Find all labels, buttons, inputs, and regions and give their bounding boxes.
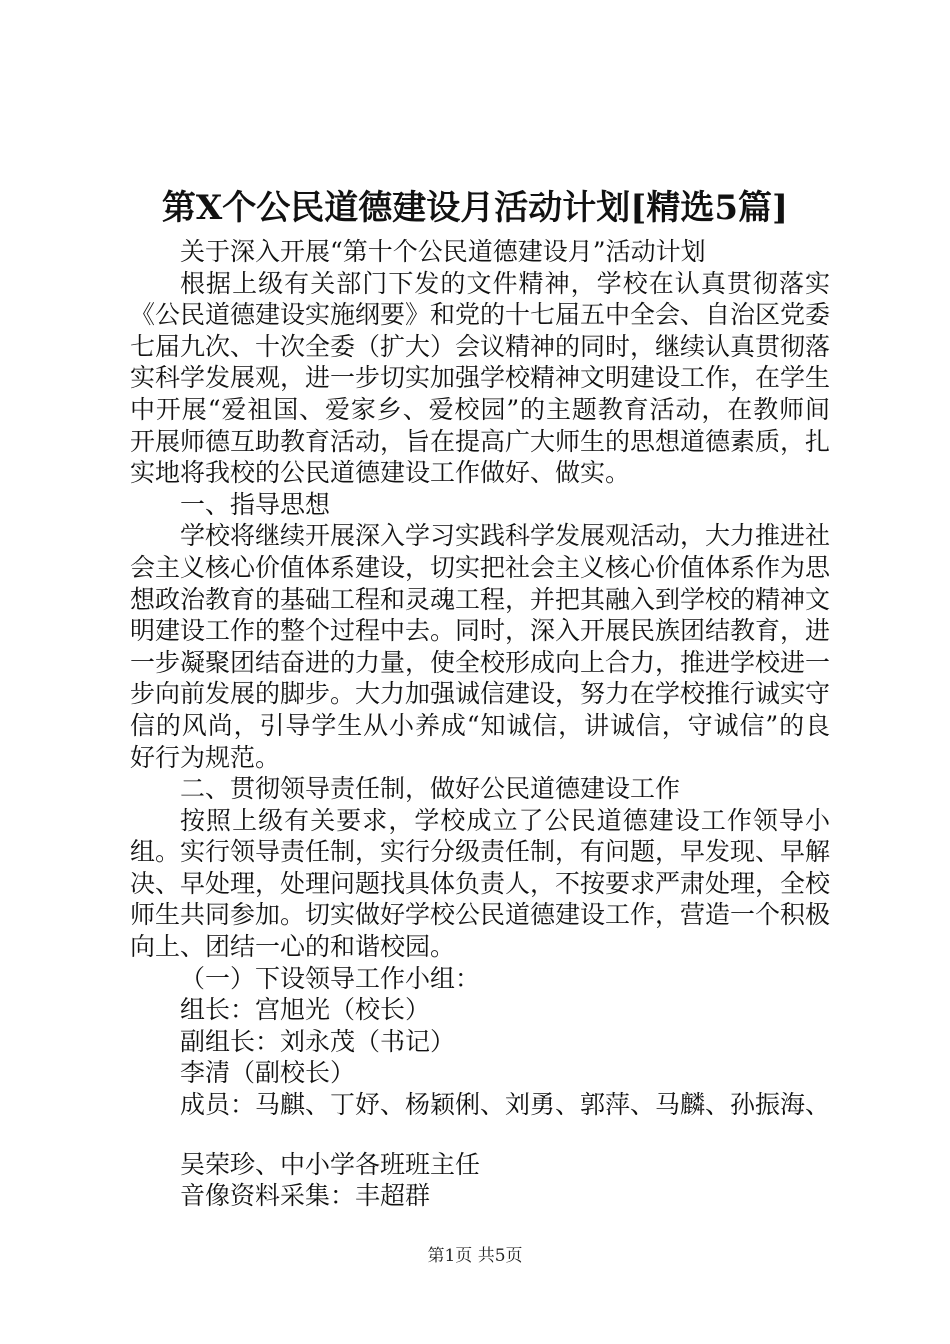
list-item-vice-principal: 李清（副校长） [180,1058,356,1088]
paragraph-guiding-thought: 学校将继续开展深入学习实践科学发展观活动，大力推进社会主义核心价值体系建设，切实把社会主义核心价值体系作为思想政治教育的基础工程和灵魂工程，并把其融入到学校的精神文明建设工作的整个过程中去。同时，深入开展民族团结教育，进一步凝聚团结奋进的力量，使全校形成向上合力，推进学校进一步向前发展的脚步。大力加强诚信建设，努力在学校推行诚实守信的风尚，引导学生从小养成“知诚信，讲诚信，守诚信”的良好行为规范。 [130,521,831,772]
list-item-members: 成员：马麒、丁妤、杨颖俐、刘勇、郭萍、马麟、孙振海、 [180,1090,831,1120]
list-item-leader: 组长：宫旭光（校长） [180,995,431,1025]
paragraph-leadership: 按照上级有关要求，学校成立了公民道德建设工作领导小组。实行领导责任制，实行分级责任制，有问题，早发现、早解决、早处理，处理问题找具体负责人，不按要求严肃处理，全校师生共同参加。切实做好学校公民道德建设工作，营造一个积极向上、团结一心的和谐校园。 [130,805,831,962]
list-item-media-collection: 音像资料采集：丰超群 [180,1181,431,1211]
page-number: 第1页 共5页 [427,1246,523,1266]
document-title: 第X个公民道德建设月活动计划[精选5篇] [161,188,789,228]
paragraph-intro: 根据上级有关部门下发的文件精神，学校在认真贯彻落实《公民道德建设实施纲要》和党的十七届五中全会、自治区党委七届九次、十次全委（扩大）会议精神的同时，继续认真贯彻落实科学发展观，进一步切实加强学校精神文明建设工作，在学生中开展“爱祖国、爱家乡、爱校园”的主题教育活动，在教师间开展师德互助教育活动，旨在提高广大师生的思想道德素质，扎实地将我校的公民道德建设工作做好、做实。 [130,268,831,488]
heading-guiding-thought: 一、指导思想 [180,489,331,519]
heading-working-group: （一）下设领导工作小组： [180,963,481,993]
list-item-members-continued: 吴荣珍、中小学各班班主任 [180,1149,481,1179]
blank-line [130,1121,830,1149]
paragraph-subtitle: 关于深入开展“第十个公民道德建设月”活动计划 [180,237,706,266]
heading-leadership: 二、贯彻领导责任制，做好公民道德建设工作 [180,774,681,804]
list-item-deputy-leader: 副组长：刘永茂（书记） [180,1026,456,1056]
document-body [130,236,830,1212]
